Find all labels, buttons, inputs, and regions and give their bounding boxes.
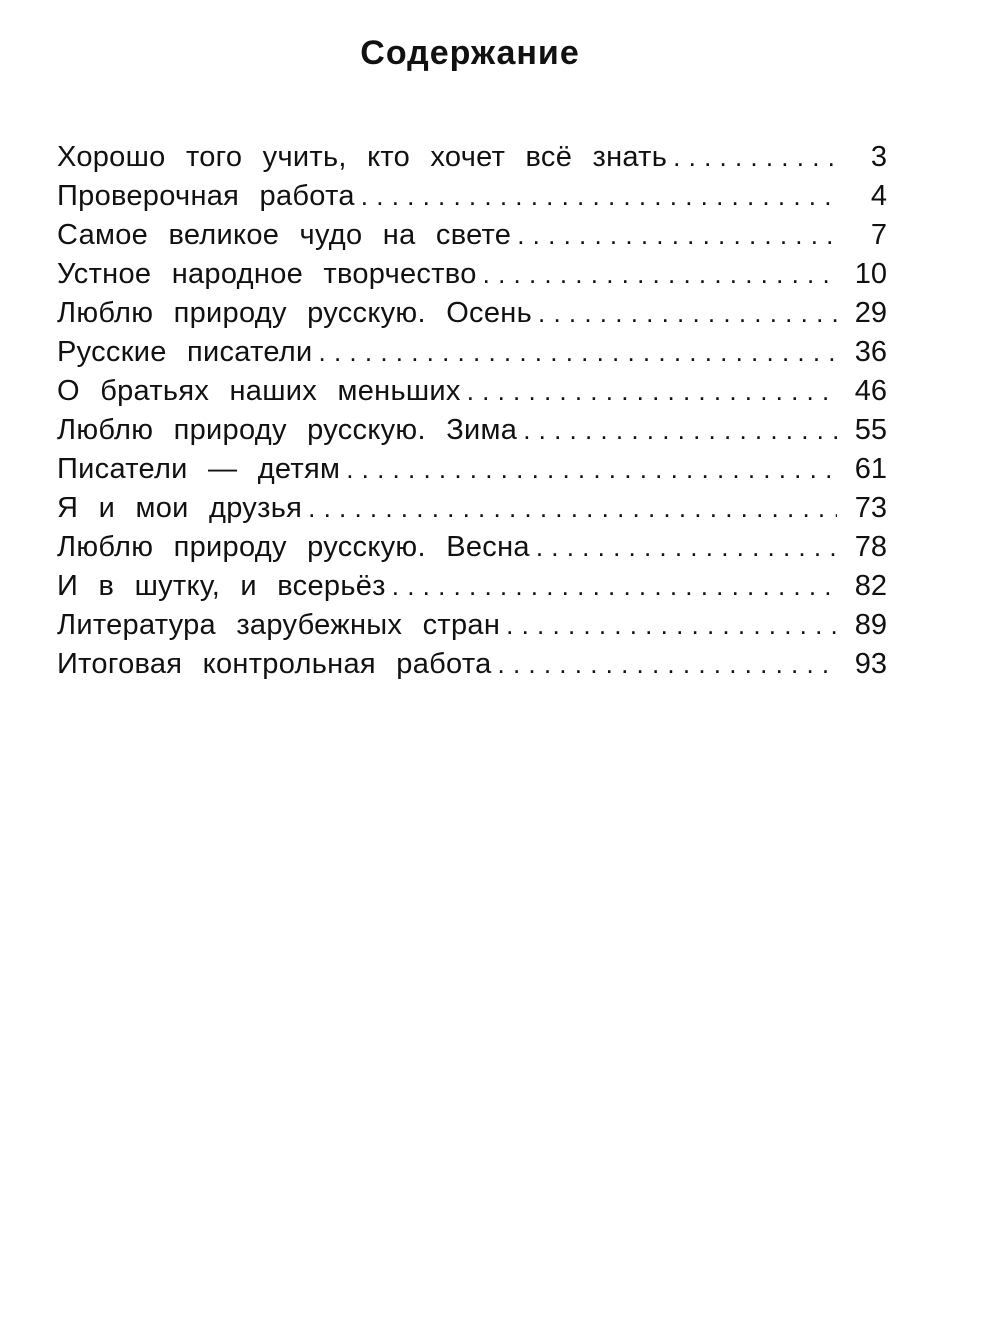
toc-entry[interactable]: [57, 372, 887, 411]
toc-entry-page-number: 10: [854, 258, 887, 290]
toc-entry[interactable]: [57, 333, 887, 372]
dot-leader: [673, 138, 837, 177]
dot-leader: [536, 528, 837, 567]
toc-entry-title: Хорошо того учить, кто хочет всё знать: [57, 141, 668, 173]
toc-entry-title: Литература зарубежных стран: [57, 609, 501, 641]
toc-entry[interactable]: [57, 645, 887, 684]
dot-leader: [361, 177, 837, 216]
dot-leader: [346, 450, 837, 489]
toc-entry-title: О братьях наших меньших: [57, 375, 461, 407]
toc-entry-page-number: 4: [870, 180, 887, 212]
toc-entry-page-number: 78: [854, 531, 887, 563]
toc-entry[interactable]: [57, 450, 887, 489]
toc-entry-page-number: 7: [870, 219, 887, 251]
toc-entry-page-number: 61: [854, 453, 887, 485]
toc-entry[interactable]: [57, 411, 887, 450]
dot-leader: [483, 255, 837, 294]
toc-entry-title: Люблю природу русскую. Зима: [57, 414, 518, 446]
toc-entry-title: Устное народное творчество: [57, 258, 477, 290]
toc-entry[interactable]: [57, 177, 887, 216]
dot-leader: [506, 606, 837, 645]
toc-entry-title: Русские писатели: [57, 336, 313, 368]
toc-entry-page-number: 73: [854, 492, 887, 524]
toc-entry-title: Люблю природу русскую. Весна: [57, 531, 530, 563]
toc-entry[interactable]: [57, 216, 887, 255]
dot-leader: [538, 294, 837, 333]
dot-leader: [523, 411, 837, 450]
toc-entry-page-number: 46: [854, 375, 887, 407]
toc-entry-title: И в шутку, и всерьёз: [57, 570, 386, 602]
toc-entry[interactable]: [57, 567, 887, 606]
page-title: Содержание: [360, 34, 580, 72]
table-of-contents: [57, 138, 887, 684]
dot-leader: [467, 372, 837, 411]
toc-entry-page-number: 36: [854, 336, 887, 368]
toc-entry[interactable]: [57, 606, 887, 645]
toc-entry-title: Проверочная работа: [57, 180, 355, 212]
toc-entry-page-number: 82: [854, 570, 887, 602]
toc-entry-page-number: 29: [854, 297, 887, 329]
toc-entry-title: Итоговая контрольная работа: [57, 648, 492, 680]
toc-entry-page-number: 55: [854, 414, 887, 446]
toc-entry-page-number: 89: [854, 609, 887, 641]
dot-leader: [308, 489, 837, 528]
toc-entry[interactable]: [57, 294, 887, 333]
toc-entry[interactable]: [57, 489, 887, 528]
toc-entry-title: Люблю природу русскую. Осень: [57, 297, 533, 329]
dot-leader: [392, 567, 837, 606]
dot-leader: [319, 333, 837, 372]
dot-leader: [498, 645, 837, 684]
toc-entry-title: Я и мои друзья: [57, 492, 303, 524]
toc-entry-page-number: 93: [854, 648, 887, 680]
toc-entry[interactable]: [57, 255, 887, 294]
toc-entry[interactable]: [57, 138, 887, 177]
toc-entry-title: Самое великое чудо на свете: [57, 219, 512, 251]
dot-leader: [517, 216, 837, 255]
toc-entry-page-number: 3: [870, 141, 887, 173]
toc-entry-title: Писатели — детям: [57, 453, 341, 485]
toc-entry[interactable]: [57, 528, 887, 567]
